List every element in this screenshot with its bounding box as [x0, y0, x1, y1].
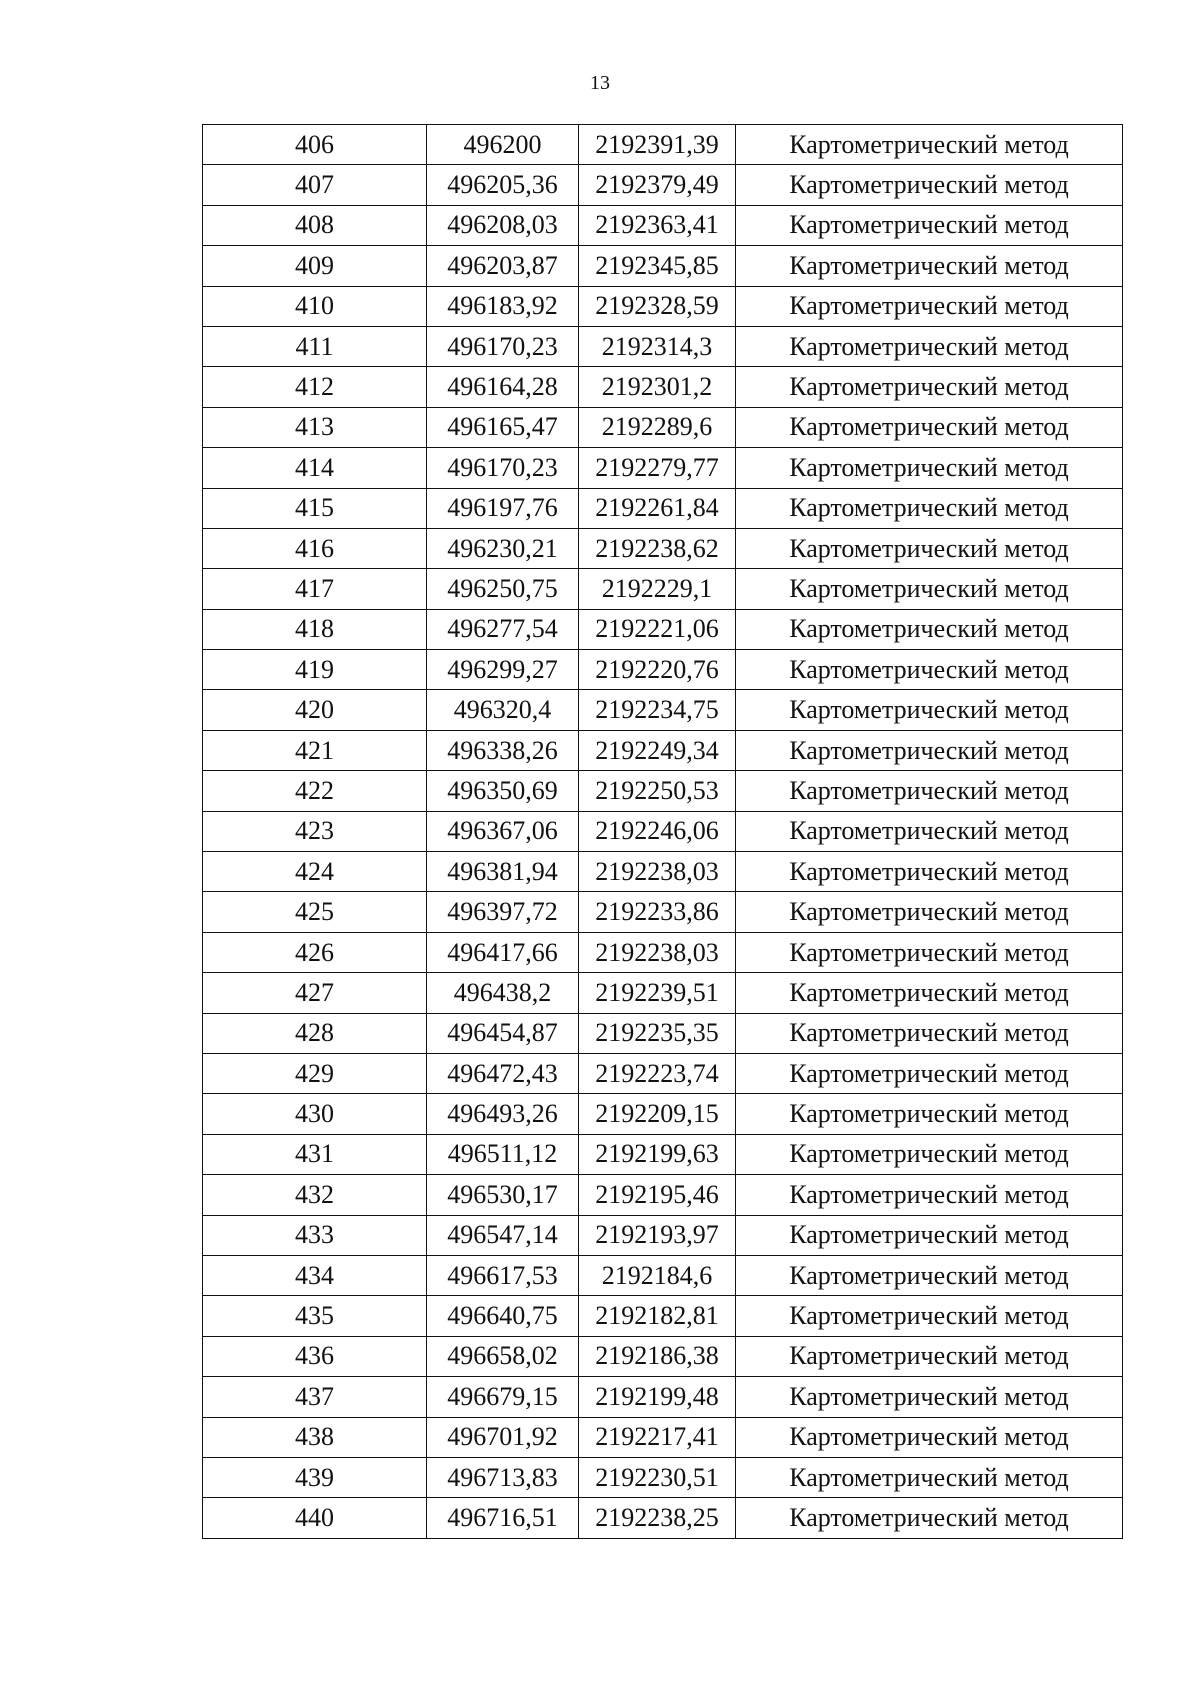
table-row — [203, 973, 1123, 1013]
method-cell: Картометрический метод — [736, 1175, 1123, 1215]
y-coordinate-cell: 2192238,25 — [579, 1498, 736, 1538]
table-row — [203, 650, 1123, 690]
method-cell: Картометрический метод — [736, 609, 1123, 649]
method-cell: Картометрический метод — [736, 1296, 1123, 1336]
point-number-cell: 432 — [203, 1175, 427, 1215]
table-row — [203, 528, 1123, 568]
table-row — [203, 771, 1123, 811]
method-cell: Картометрический метод — [736, 125, 1123, 165]
x-coordinate-cell: 496493,26 — [427, 1094, 579, 1134]
x-coordinate-cell: 496530,17 — [427, 1175, 579, 1215]
x-coordinate-cell: 496397,72 — [427, 892, 579, 932]
y-coordinate-cell: 2192289,6 — [579, 407, 736, 447]
table-row — [203, 286, 1123, 326]
table-row — [203, 1013, 1123, 1053]
method-cell: Картометрический метод — [736, 1417, 1123, 1457]
method-cell: Картометрический метод — [736, 1013, 1123, 1053]
x-coordinate-cell: 496547,14 — [427, 1215, 579, 1255]
method-cell: Картометрический метод — [736, 1336, 1123, 1376]
table-row — [203, 407, 1123, 447]
method-cell: Картометрический метод — [736, 650, 1123, 690]
point-number-cell: 408 — [203, 205, 427, 245]
x-coordinate-cell: 496511,12 — [427, 1134, 579, 1174]
x-coordinate-cell: 496230,21 — [427, 528, 579, 568]
x-coordinate-cell: 496197,76 — [427, 488, 579, 528]
point-number-cell: 431 — [203, 1134, 427, 1174]
table-row — [203, 367, 1123, 407]
point-number-cell: 422 — [203, 771, 427, 811]
table-row — [203, 609, 1123, 649]
point-number-cell: 424 — [203, 852, 427, 892]
method-cell: Картометрический метод — [736, 1053, 1123, 1093]
point-number-cell: 425 — [203, 892, 427, 932]
point-number-cell: 411 — [203, 326, 427, 366]
point-number-cell: 433 — [203, 1215, 427, 1255]
y-coordinate-cell: 2192209,15 — [579, 1094, 736, 1134]
x-coordinate-cell: 496170,23 — [427, 448, 579, 488]
point-number-cell: 418 — [203, 609, 427, 649]
table-row — [203, 448, 1123, 488]
method-cell: Картометрический метод — [736, 771, 1123, 811]
point-number-cell: 429 — [203, 1053, 427, 1093]
method-cell: Картометрический метод — [736, 286, 1123, 326]
x-coordinate-cell: 496338,26 — [427, 730, 579, 770]
method-cell: Картометрический метод — [736, 730, 1123, 770]
x-coordinate-cell: 496164,28 — [427, 367, 579, 407]
y-coordinate-cell: 2192195,46 — [579, 1175, 736, 1215]
table-row — [203, 205, 1123, 245]
x-coordinate-cell: 496299,27 — [427, 650, 579, 690]
y-coordinate-cell: 2192186,38 — [579, 1336, 736, 1376]
y-coordinate-cell: 2192182,81 — [579, 1296, 736, 1336]
point-number-cell: 426 — [203, 932, 427, 972]
table-row — [203, 569, 1123, 609]
table-row — [203, 1215, 1123, 1255]
point-number-cell: 421 — [203, 730, 427, 770]
y-coordinate-cell: 2192220,76 — [579, 650, 736, 690]
method-cell: Картометрический метод — [736, 1215, 1123, 1255]
y-coordinate-cell: 2192238,03 — [579, 852, 736, 892]
point-number-cell: 435 — [203, 1296, 427, 1336]
y-coordinate-cell: 2192314,3 — [579, 326, 736, 366]
x-coordinate-cell: 496205,36 — [427, 165, 579, 205]
table-row — [203, 1457, 1123, 1497]
point-number-cell: 412 — [203, 367, 427, 407]
x-coordinate-cell: 496716,51 — [427, 1498, 579, 1538]
table-row — [203, 1296, 1123, 1336]
table-row — [203, 1175, 1123, 1215]
point-number-cell: 434 — [203, 1255, 427, 1295]
y-coordinate-cell: 2192379,49 — [579, 165, 736, 205]
x-coordinate-cell: 496713,83 — [427, 1457, 579, 1497]
method-cell: Картометрический метод — [736, 1498, 1123, 1538]
table-row — [203, 811, 1123, 851]
x-coordinate-cell: 496208,03 — [427, 205, 579, 245]
point-number-cell: 440 — [203, 1498, 427, 1538]
y-coordinate-cell: 2192328,59 — [579, 286, 736, 326]
method-cell: Картометрический метод — [736, 448, 1123, 488]
point-number-cell: 419 — [203, 650, 427, 690]
method-cell: Картометрический метод — [736, 367, 1123, 407]
y-coordinate-cell: 2192193,97 — [579, 1215, 736, 1255]
x-coordinate-cell: 496658,02 — [427, 1336, 579, 1376]
point-number-cell: 410 — [203, 286, 427, 326]
x-coordinate-cell: 496381,94 — [427, 852, 579, 892]
y-coordinate-cell: 2192249,34 — [579, 730, 736, 770]
table-row — [203, 1498, 1123, 1538]
table-row — [203, 892, 1123, 932]
point-number-cell: 414 — [203, 448, 427, 488]
point-number-cell: 407 — [203, 165, 427, 205]
table-row — [203, 932, 1123, 972]
table-row — [203, 326, 1123, 366]
table-row — [203, 690, 1123, 730]
x-coordinate-cell: 496170,23 — [427, 326, 579, 366]
y-coordinate-cell: 2192199,63 — [579, 1134, 736, 1174]
point-number-cell: 438 — [203, 1417, 427, 1457]
y-coordinate-cell: 2192217,41 — [579, 1417, 736, 1457]
method-cell: Картометрический метод — [736, 892, 1123, 932]
x-coordinate-cell: 496472,43 — [427, 1053, 579, 1093]
y-coordinate-cell: 2192230,51 — [579, 1457, 736, 1497]
point-number-cell: 415 — [203, 488, 427, 528]
y-coordinate-cell: 2192279,77 — [579, 448, 736, 488]
point-number-cell: 406 — [203, 125, 427, 165]
method-cell: Картометрический метод — [736, 165, 1123, 205]
point-number-cell: 437 — [203, 1377, 427, 1417]
method-cell: Картометрический метод — [736, 1134, 1123, 1174]
point-number-cell: 416 — [203, 528, 427, 568]
y-coordinate-cell: 2192345,85 — [579, 246, 736, 286]
table-row — [203, 125, 1123, 165]
y-coordinate-cell: 2192238,03 — [579, 932, 736, 972]
y-coordinate-cell: 2192221,06 — [579, 609, 736, 649]
table-row — [203, 1094, 1123, 1134]
method-cell: Картометрический метод — [736, 569, 1123, 609]
coordinates-table-body — [203, 125, 1123, 1539]
point-number-cell: 409 — [203, 246, 427, 286]
table-row — [203, 1417, 1123, 1457]
point-number-cell: 439 — [203, 1457, 427, 1497]
point-number-cell: 427 — [203, 973, 427, 1013]
y-coordinate-cell: 2192229,1 — [579, 569, 736, 609]
y-coordinate-cell: 2192234,75 — [579, 690, 736, 730]
y-coordinate-cell: 2192199,48 — [579, 1377, 736, 1417]
x-coordinate-cell: 496367,06 — [427, 811, 579, 851]
y-coordinate-cell: 2192238,62 — [579, 528, 736, 568]
method-cell: Картометрический метод — [736, 1377, 1123, 1417]
method-cell: Картометрический метод — [736, 973, 1123, 1013]
method-cell: Картометрический метод — [736, 407, 1123, 447]
table-row — [203, 246, 1123, 286]
y-coordinate-cell: 2192246,06 — [579, 811, 736, 851]
page-number: 13 — [590, 72, 610, 94]
x-coordinate-cell: 496183,92 — [427, 286, 579, 326]
y-coordinate-cell: 2192363,41 — [579, 205, 736, 245]
method-cell: Картометрический метод — [736, 205, 1123, 245]
y-coordinate-cell: 2192184,6 — [579, 1255, 736, 1295]
x-coordinate-cell: 496200 — [427, 125, 579, 165]
x-coordinate-cell: 496277,54 — [427, 609, 579, 649]
point-number-cell: 417 — [203, 569, 427, 609]
x-coordinate-cell: 496203,87 — [427, 246, 579, 286]
table-row — [203, 1255, 1123, 1295]
method-cell: Картометрический метод — [736, 246, 1123, 286]
table-row — [203, 852, 1123, 892]
table-row — [203, 730, 1123, 770]
table-row — [203, 1336, 1123, 1376]
x-coordinate-cell: 496438,2 — [427, 973, 579, 1013]
x-coordinate-cell: 496165,47 — [427, 407, 579, 447]
table-row — [203, 1377, 1123, 1417]
method-cell: Картометрический метод — [736, 811, 1123, 851]
point-number-cell: 413 — [203, 407, 427, 447]
method-cell: Картометрический метод — [736, 690, 1123, 730]
table-row — [203, 488, 1123, 528]
x-coordinate-cell: 496320,4 — [427, 690, 579, 730]
y-coordinate-cell: 2192301,2 — [579, 367, 736, 407]
point-number-cell: 436 — [203, 1336, 427, 1376]
method-cell: Картометрический метод — [736, 1255, 1123, 1295]
table-row — [203, 165, 1123, 205]
point-number-cell: 428 — [203, 1013, 427, 1053]
x-coordinate-cell: 496701,92 — [427, 1417, 579, 1457]
method-cell: Картометрический метод — [736, 852, 1123, 892]
method-cell: Картометрический метод — [736, 528, 1123, 568]
x-coordinate-cell: 496640,75 — [427, 1296, 579, 1336]
x-coordinate-cell: 496350,69 — [427, 771, 579, 811]
y-coordinate-cell: 2192250,53 — [579, 771, 736, 811]
x-coordinate-cell: 496417,66 — [427, 932, 579, 972]
y-coordinate-cell: 2192239,51 — [579, 973, 736, 1013]
method-cell: Картометрический метод — [736, 1457, 1123, 1497]
x-coordinate-cell: 496454,87 — [427, 1013, 579, 1053]
y-coordinate-cell: 2192235,35 — [579, 1013, 736, 1053]
coordinates-table — [202, 124, 1123, 1539]
x-coordinate-cell: 496617,53 — [427, 1255, 579, 1295]
table-row — [203, 1053, 1123, 1093]
method-cell: Картометрический метод — [736, 932, 1123, 972]
y-coordinate-cell: 2192261,84 — [579, 488, 736, 528]
point-number-cell: 420 — [203, 690, 427, 730]
x-coordinate-cell: 496250,75 — [427, 569, 579, 609]
point-number-cell: 423 — [203, 811, 427, 851]
x-coordinate-cell: 496679,15 — [427, 1377, 579, 1417]
point-number-cell: 430 — [203, 1094, 427, 1134]
table-row — [203, 1134, 1123, 1174]
method-cell: Картометрический метод — [736, 1094, 1123, 1134]
y-coordinate-cell: 2192391,39 — [579, 125, 736, 165]
method-cell: Картометрический метод — [736, 326, 1123, 366]
y-coordinate-cell: 2192233,86 — [579, 892, 736, 932]
method-cell: Картометрический метод — [736, 488, 1123, 528]
y-coordinate-cell: 2192223,74 — [579, 1053, 736, 1093]
